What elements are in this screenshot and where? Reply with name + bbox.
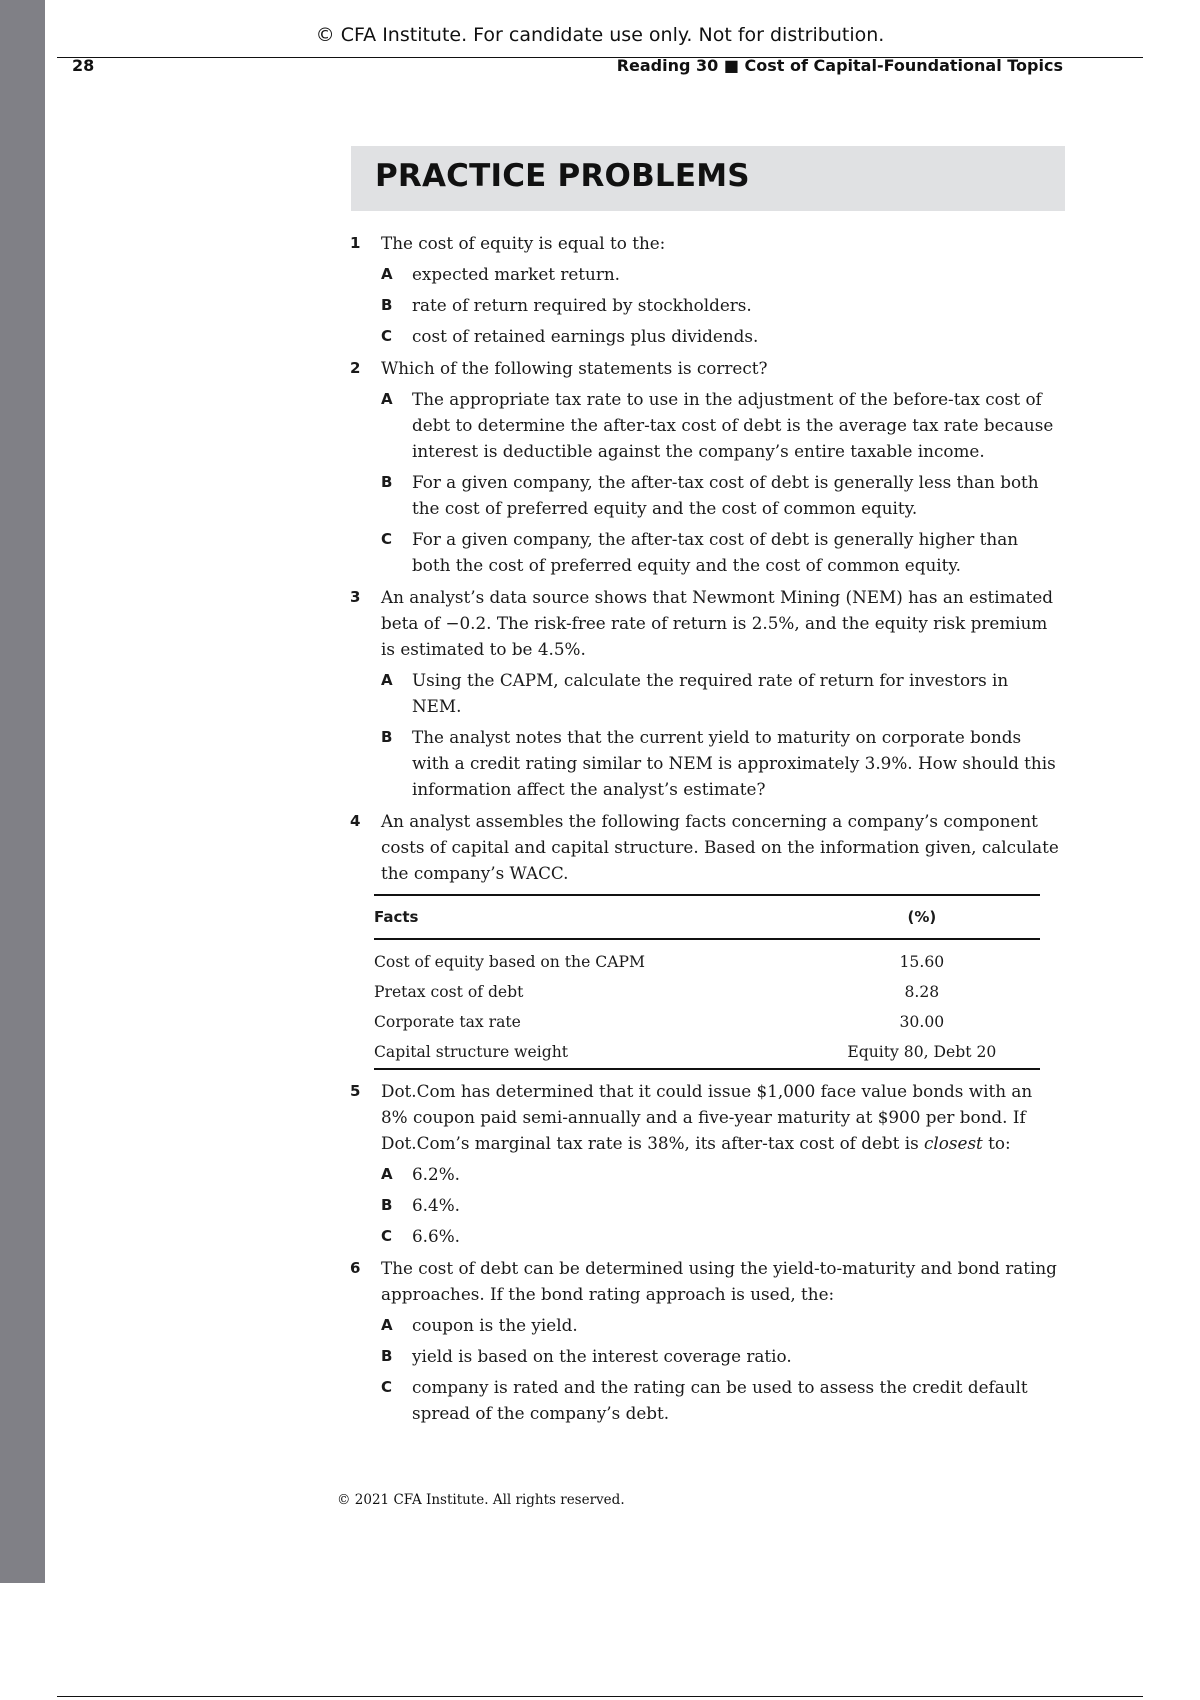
footer-rule <box>57 1696 1143 1697</box>
problem-stem: The cost of debt can be determined using the yield-to-maturity and bond rating approaches. If the bond rating approach is used, the: <box>381 1258 1057 1304</box>
option-letter: A <box>381 1316 393 1334</box>
option-letter: B <box>381 473 393 491</box>
option-a <box>381 1161 1060 1187</box>
running-head: Reading 30 ■ Cost of Capital-Foundational Topics <box>616 56 1063 75</box>
problem-number: 4 <box>350 812 361 830</box>
option-text: cost of retained earnings plus dividends. <box>412 326 759 346</box>
problem-stem: The cost of equity is equal to the: <box>381 233 666 253</box>
problem-2 <box>350 355 1060 578</box>
table-row <box>374 1037 1040 1069</box>
problem-stem: An analyst assembles the following facts concerning a company’s component costs of capital and capital structure. Based on the information given, calculate the company’s WACC. <box>381 811 1059 883</box>
option-letter: C <box>381 327 393 345</box>
option-text: 6.2%. <box>412 1164 460 1184</box>
section-title: PRACTICE PROBLEMS <box>375 158 750 194</box>
fact-label: Corporate tax rate <box>374 1013 521 1031</box>
problem-stem: Which of the following statements is correct? <box>381 358 768 378</box>
section-banner <box>351 146 1065 211</box>
option-b <box>381 724 1060 802</box>
problem-number: 2 <box>350 359 361 377</box>
option-letter: A <box>381 671 393 689</box>
problem-number: 6 <box>350 1259 361 1277</box>
problem-number: 5 <box>350 1082 361 1100</box>
option-text: The appropriate tax rate to use in the adjustment of the before-tax cost of debt to determine the after-tax cost of debt is the average tax rate because interest is deductible against the company’s entire taxable income. <box>412 389 1054 461</box>
fact-value: 8.28 <box>904 983 940 1001</box>
fact-label: Cost of equity based on the CAPM <box>374 953 645 971</box>
option-c <box>381 1223 1060 1249</box>
problem-number: 1 <box>350 234 361 252</box>
option-letter: C <box>381 530 393 548</box>
option-text: For a given company, the after-tax cost of debt is generally less than both the cost of preferred equity and the cost of common equity. <box>412 472 1039 518</box>
page-number: 28 <box>72 56 95 75</box>
option-b <box>381 292 1060 318</box>
problem-6 <box>350 1255 1060 1426</box>
problem-stem: An analyst’s data source shows that Newmont Mining (NEM) has an estimated beta of −0.2. The risk-free rate of return is 2.5%, and the equity risk premium is estimated to be 4.5%. <box>381 587 1053 659</box>
option-text: 6.4%. <box>412 1195 460 1215</box>
column-header-percent: (%) <box>804 895 1040 939</box>
option-letter: B <box>381 1347 393 1365</box>
stem-emphasis: closest <box>924 1133 983 1153</box>
option-a <box>381 1312 1060 1338</box>
table-row <box>374 1007 1040 1037</box>
option-letter: A <box>381 265 393 283</box>
problem-3 <box>350 584 1060 802</box>
option-text: 6.6%. <box>412 1226 460 1246</box>
option-b <box>381 1343 1060 1369</box>
column-header-facts: Facts <box>374 895 804 939</box>
fact-label: Capital structure weight <box>374 1037 804 1069</box>
fact-value: 15.60 <box>899 953 945 971</box>
option-text: coupon is the yield. <box>412 1315 578 1335</box>
option-text: expected market return. <box>412 264 621 284</box>
option-text: company is rated and the rating can be used to assess the credit default spread of the company’s debt. <box>412 1377 1028 1423</box>
fact-value: Equity 80, Debt 20 <box>804 1037 1040 1069</box>
fact-value: 30.00 <box>899 1013 945 1031</box>
problem-number: 3 <box>350 588 361 606</box>
problem-stem <box>381 1078 1060 1156</box>
option-letter: C <box>381 1378 393 1396</box>
fact-label: Pretax cost of debt <box>374 983 524 1001</box>
table-row <box>374 939 1040 977</box>
option-text: Using the CAPM, calculate the required rate of return for investors in NEM. <box>412 670 1009 716</box>
distribution-notice: © CFA Institute. For candidate use only. Not for distribution. <box>315 24 885 46</box>
problem-4 <box>350 808 1060 886</box>
problem-1 <box>350 230 1060 349</box>
option-c <box>381 323 1060 349</box>
left-margin-bar <box>0 0 45 1583</box>
footer-copyright: © 2021 CFA Institute. All rights reserved. <box>337 1492 625 1508</box>
option-text: rate of return required by stockholders. <box>412 295 752 315</box>
option-letter: B <box>381 728 393 746</box>
facts-table <box>374 894 1040 1070</box>
option-text: For a given company, the after-tax cost of debt is generally higher than both the cost of preferred equity and the cost of common equity. <box>412 529 1019 575</box>
option-a <box>381 667 1060 719</box>
option-letter: C <box>381 1227 393 1245</box>
option-c <box>381 1374 1060 1426</box>
problems-list <box>350 230 1060 1426</box>
option-letter: B <box>381 296 393 314</box>
option-text: The analyst notes that the current yield to maturity on corporate bonds with a credit rating similar to NEM is approximately 3.9%. How should this information affect the analyst’s estimate? <box>412 727 1056 799</box>
table-header-row <box>374 895 1040 939</box>
option-a <box>381 386 1060 464</box>
problem-5 <box>350 1078 1060 1249</box>
table-row <box>374 977 1040 1007</box>
option-letter: A <box>381 1165 393 1183</box>
option-letter: B <box>381 1196 393 1214</box>
option-a <box>381 261 1060 287</box>
option-letter: A <box>381 390 393 408</box>
stem-text-end: to: <box>982 1133 1011 1153</box>
option-b <box>381 469 1060 521</box>
stem-text: Dot.Com has determined that it could issue $1,000 face value bonds with an 8% coupon paid semi-annually and a five-year maturity at $900 per bond. If Dot.Com’s marginal tax rate is 38%, its after-tax cost of debt is <box>381 1081 1033 1153</box>
option-b <box>381 1192 1060 1218</box>
option-c <box>381 526 1060 578</box>
option-text: yield is based on the interest coverage ratio. <box>412 1346 792 1366</box>
